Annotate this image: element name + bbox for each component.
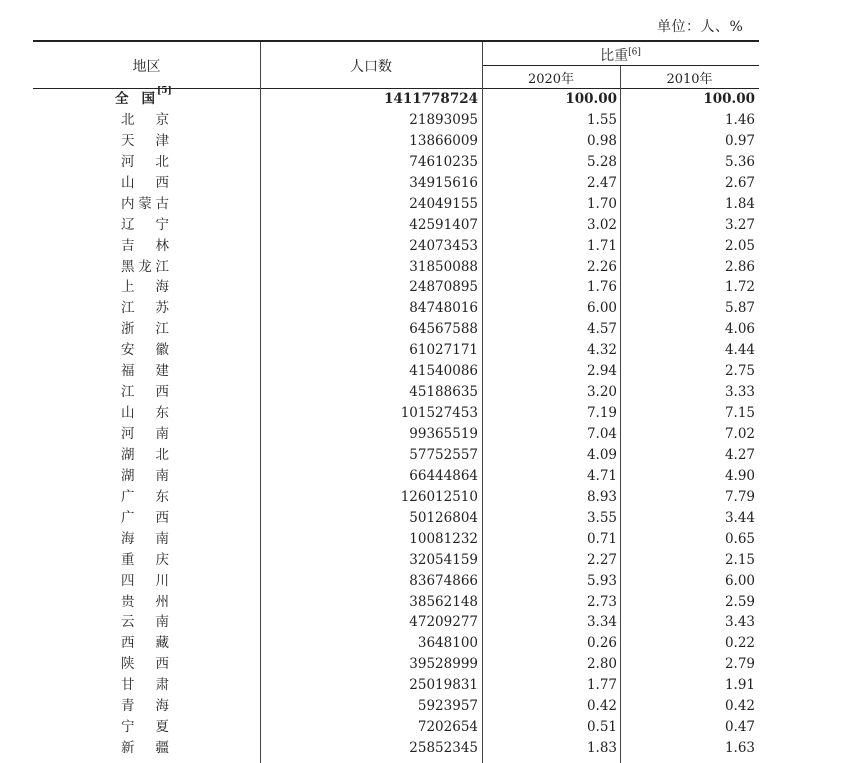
- share-2020-cell: 3.20: [586, 384, 617, 401]
- share-2020-cell: 1.71: [586, 237, 617, 254]
- population-cell: 3648100: [417, 635, 478, 652]
- table-row: [0, 215, 865, 236]
- population-cell: 24049155: [409, 195, 478, 212]
- share-2020-cell: 1.76: [586, 279, 617, 296]
- population-cell: 34915616: [409, 174, 478, 191]
- share-2010-cell: 4.06: [724, 321, 755, 338]
- unit-label: 单位：人、%: [657, 19, 744, 35]
- table-row: [0, 445, 865, 466]
- region-name: 湖北: [121, 446, 169, 463]
- share-2020-cell: 3.02: [586, 216, 617, 233]
- share-2010-cell: 2.75: [724, 363, 755, 380]
- share-2010-cell: 6.00: [724, 572, 755, 589]
- year-2010-header: 2010年: [666, 72, 713, 87]
- share-2010-cell: 4.27: [724, 446, 755, 463]
- population-cell: 47209277: [409, 614, 478, 631]
- population-cell: 38562148: [409, 593, 478, 610]
- region-name: 重庆: [121, 551, 169, 568]
- share-2020-cell: 0.26: [586, 635, 617, 652]
- population-cell: 66444864: [409, 467, 478, 484]
- table-row: [0, 424, 865, 445]
- share-2010-cell: 4.44: [724, 342, 755, 359]
- population-cell: 57752557: [409, 446, 478, 463]
- share-2020-cell: 1.83: [586, 740, 617, 757]
- share-2010-cell: 0.42: [724, 698, 755, 715]
- share-2020-cell: 3.55: [586, 509, 617, 526]
- table-row: [0, 612, 865, 633]
- population-cell: 25019831: [409, 677, 478, 694]
- share-2020-cell: 4.32: [586, 342, 617, 359]
- table-body: [0, 86, 865, 759]
- share-2020-cell: 2.26: [586, 258, 617, 275]
- year-2020-header: 2020年: [527, 72, 575, 87]
- population-cell: 42591407: [409, 216, 478, 233]
- table-row: [0, 131, 865, 152]
- table-row: [0, 633, 865, 654]
- share-header: [482, 45, 759, 65]
- share-2020-cell: 4.57: [586, 321, 617, 338]
- region-name: 广西: [121, 509, 169, 526]
- share-2020-cell: 3.34: [586, 614, 617, 631]
- share-2010-cell: 2.15: [724, 551, 755, 568]
- region-name: 山东: [121, 405, 169, 422]
- share-2020-cell: 1.77: [586, 677, 617, 694]
- table-row: [0, 529, 865, 550]
- share-2020-cell: 0.51: [586, 719, 617, 736]
- table-row: [0, 654, 865, 675]
- share-2010-cell: 2.67: [724, 174, 755, 191]
- population-cell: 83674866: [409, 572, 478, 589]
- share-2010-cell: 3.43: [724, 614, 755, 631]
- share-2020-cell: 7.04: [586, 426, 617, 442]
- table-row: [0, 403, 865, 424]
- share-2010-cell: 2.59: [724, 593, 755, 610]
- share-2010-cell: 0.22: [724, 635, 755, 652]
- share-2010-cell: 2.05: [724, 237, 755, 254]
- share-2010-cell: 1.91: [724, 677, 755, 694]
- total-population: 1411778724: [384, 91, 478, 107]
- share-2010-cell: 5.87: [724, 300, 755, 317]
- share-2010-cell: 3.44: [724, 509, 755, 526]
- population-cell: 126012510: [400, 488, 478, 505]
- table-row: [0, 738, 865, 759]
- share-2010-cell: 5.36: [724, 153, 755, 170]
- share-2020-cell: 4.09: [586, 446, 617, 463]
- region-name: 辽宁: [121, 216, 169, 233]
- region-name: 湖南: [121, 467, 169, 484]
- share-2020-cell: 7.19: [586, 405, 617, 422]
- region-name: 上海: [121, 279, 169, 296]
- share-2020-cell: 8.93: [586, 488, 617, 505]
- population-cell: 21893095: [409, 111, 478, 128]
- share-2010-cell: 1.63: [724, 740, 755, 757]
- share-2020-cell: 1.55: [586, 111, 617, 128]
- population-cell: 10081232: [409, 530, 478, 547]
- table-row: [0, 717, 865, 738]
- population-cell: 41540086: [409, 363, 478, 380]
- share-2020-cell: 0.71: [586, 530, 617, 547]
- table-row: [0, 173, 865, 194]
- table-row: [0, 298, 865, 319]
- share-2020-cell: 1.70: [586, 195, 617, 212]
- share-2010-cell: 0.97: [724, 132, 755, 149]
- region-name: 陕西: [121, 656, 169, 673]
- population-cell: 13866009: [409, 132, 478, 149]
- table-row: [0, 236, 865, 257]
- table-row: [0, 257, 865, 278]
- total-note: [5]: [157, 86, 172, 96]
- share-2020-cell: 0.98: [586, 132, 617, 149]
- table-row: [0, 592, 865, 613]
- region-name: 天津: [121, 132, 169, 149]
- population-header: 人口数: [350, 59, 392, 75]
- region-name: 广东: [121, 488, 169, 505]
- population-cell: 24870895: [409, 279, 478, 296]
- total-row: [0, 86, 865, 110]
- population-cell: 74610235: [409, 153, 478, 170]
- population-cell: 32054159: [409, 551, 478, 568]
- share-2020-cell: 2.94: [586, 363, 617, 380]
- region-name: 北京: [121, 111, 169, 128]
- population-cell: 39528999: [409, 656, 478, 673]
- total-share-2010: 100.00: [703, 91, 755, 107]
- share-2010-cell: 3.27: [724, 216, 755, 233]
- share-2020-cell: 4.71: [586, 467, 617, 484]
- share-2010-cell: 1.84: [724, 195, 755, 212]
- table-row: [0, 487, 865, 508]
- region-name: 青海: [121, 698, 169, 715]
- table-row: [0, 340, 865, 361]
- population-cell: 84748016: [409, 300, 478, 317]
- population-cell: 50126804: [409, 509, 478, 526]
- region-header: 地区: [132, 59, 161, 75]
- table-row: [0, 152, 865, 173]
- share-2020-cell: 2.73: [586, 593, 617, 610]
- region-name: 甘肃: [121, 677, 169, 694]
- population-cell: 7202654: [417, 719, 478, 736]
- share-2020-cell: 5.93: [586, 572, 617, 589]
- region-name: 海南: [121, 530, 169, 547]
- share-2010-cell: 7.02: [724, 426, 755, 442]
- share-2020-cell: 2.27: [586, 551, 617, 568]
- population-cell: 25852345: [409, 740, 478, 757]
- table-row: [0, 277, 865, 298]
- share-2010-cell: 2.79: [724, 656, 755, 673]
- table-top-rule: [33, 40, 759, 42]
- population-cell: 31850088: [409, 258, 478, 275]
- region-name: 河北: [121, 153, 169, 170]
- share-header-note: [6]: [628, 47, 641, 58]
- share-2010-cell: 0.47: [724, 719, 755, 736]
- share-2010-cell: 2.86: [724, 258, 755, 275]
- population-cell: 5923957: [417, 698, 478, 715]
- region-name: 江苏: [121, 300, 169, 317]
- region-name: 河南: [121, 426, 169, 442]
- region-name: 黑龙江: [121, 258, 169, 275]
- table-row: [0, 675, 865, 696]
- region-name: 新疆: [121, 740, 169, 757]
- region-name: 宁夏: [121, 719, 169, 736]
- table-row: [0, 110, 865, 131]
- share-2010-cell: 7.15: [724, 405, 755, 422]
- share-2010-cell: 0.65: [724, 530, 755, 547]
- share-header-label: 比重: [600, 48, 629, 64]
- total-region-name: 全国: [115, 91, 155, 107]
- share-2020-cell: 5.28: [586, 153, 617, 170]
- share-2010-cell: 3.33: [724, 384, 755, 401]
- share-2020-cell: 2.47: [586, 174, 617, 191]
- population-cell: 99365519: [409, 426, 478, 442]
- table-row: [0, 550, 865, 571]
- population-cell: 24073453: [409, 237, 478, 254]
- share-2010-cell: 1.46: [724, 111, 755, 128]
- region-name: 吉林: [121, 237, 169, 254]
- table-row: [0, 466, 865, 487]
- population-cell: 101527453: [400, 405, 478, 422]
- region-name: 福建: [121, 363, 169, 380]
- region-name: 安徽: [121, 342, 169, 359]
- table-row: [0, 361, 865, 382]
- region-name: 浙江: [121, 321, 169, 338]
- region-name: 西藏: [121, 635, 169, 652]
- table-row: [0, 696, 865, 717]
- total-share-2020: 100.00: [565, 91, 617, 107]
- table-row: [0, 571, 865, 592]
- share-2020-cell: 6.00: [586, 300, 617, 317]
- table-row: [0, 508, 865, 529]
- population-cell: 45188635: [409, 384, 478, 401]
- share-2010-cell: 4.90: [724, 467, 755, 484]
- population-cell: 61027171: [409, 342, 478, 359]
- share-2010-cell: 7.79: [724, 488, 755, 505]
- region-name: 江西: [121, 384, 169, 401]
- region-name: 贵州: [121, 593, 169, 610]
- region-name: 山西: [121, 174, 169, 191]
- region-name: 四川: [121, 572, 169, 589]
- table-row: [0, 319, 865, 340]
- share-2020-cell: 0.42: [586, 698, 617, 715]
- share-2010-cell: 1.72: [724, 279, 755, 296]
- region-name: 内蒙古: [121, 195, 169, 212]
- population-cell: 64567588: [409, 321, 478, 338]
- region-name: 云南: [121, 614, 169, 631]
- table-row: [0, 382, 865, 403]
- share-2020-cell: 2.80: [586, 656, 617, 673]
- table-row: [0, 194, 865, 215]
